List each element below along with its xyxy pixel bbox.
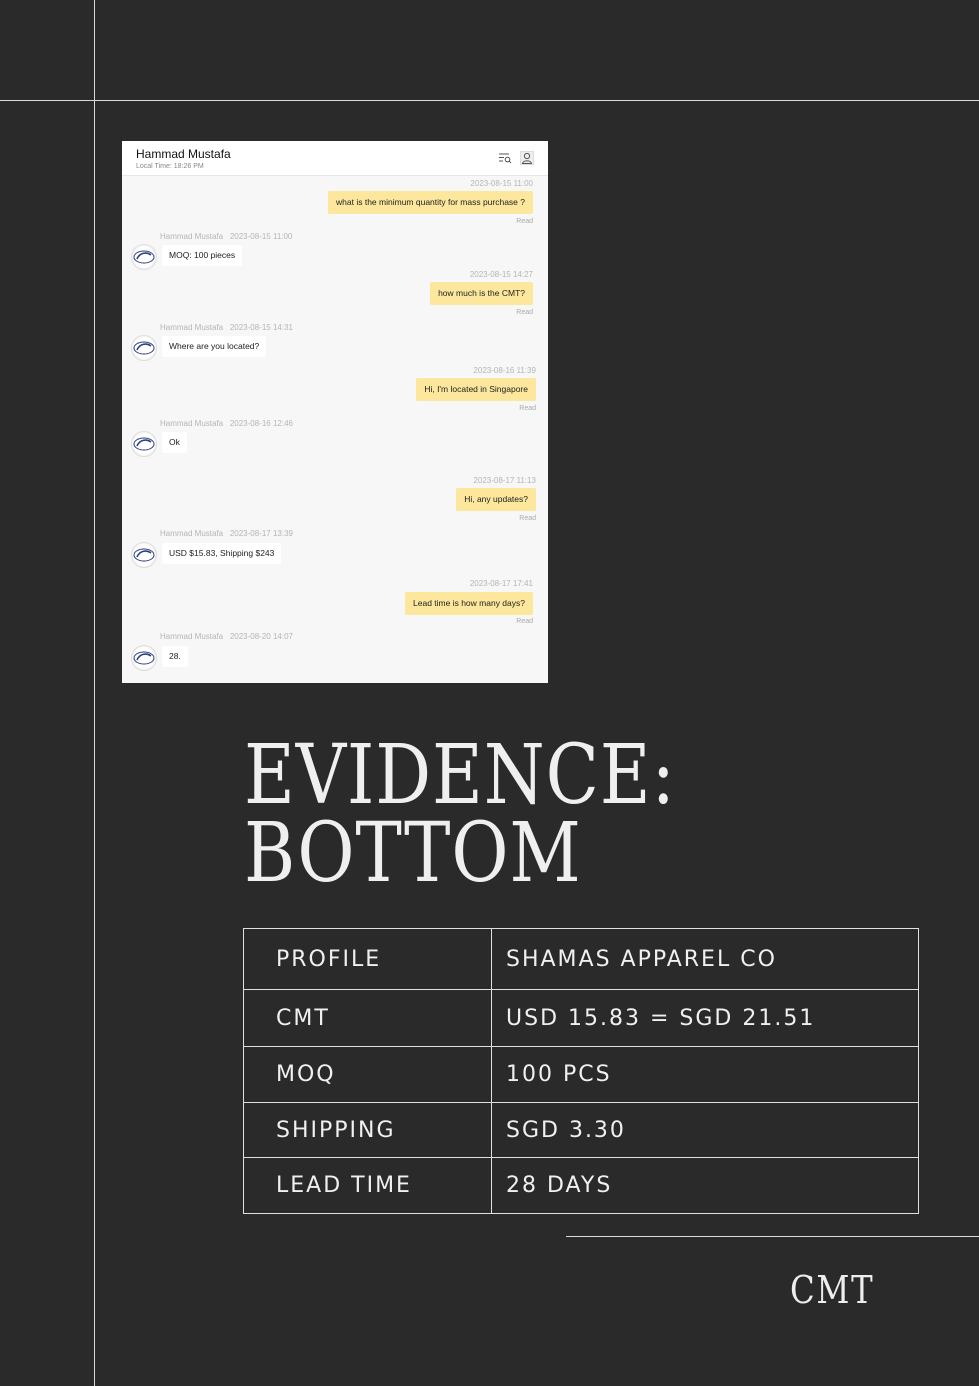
shamas-logo-icon — [132, 432, 156, 456]
message-time: 2023-08-16 12:46 — [229, 419, 293, 428]
read-status: Read — [516, 309, 533, 316]
avatar — [131, 335, 157, 361]
read-status: Read — [519, 515, 536, 522]
row-value: USD 15.83 = SGD 21.51 — [492, 990, 919, 1047]
row-key: SHIPPING — [244, 1103, 492, 1158]
message-meta — [160, 529, 293, 538]
user-icon[interactable] — [520, 151, 534, 165]
read-status: Read — [516, 218, 533, 225]
message-meta — [160, 232, 292, 241]
message-time: 2023-08-17 13:39 — [229, 529, 293, 538]
row-value: 100 PCS — [492, 1047, 919, 1103]
row-key: PROFILE — [244, 929, 492, 990]
bottom-rule — [566, 1236, 979, 1237]
sender-name: Hammad Mustafa — [160, 419, 224, 428]
top-rule — [0, 100, 979, 101]
message-time: 2023-08-16 11:39 — [473, 366, 536, 375]
outgoing-message: Hi, I'm located in Singapore — [416, 378, 536, 401]
sender-name: Hammad Mustafa — [160, 632, 224, 641]
table-row — [244, 929, 919, 990]
message-time: 2023-08-15 11:00 — [470, 179, 533, 188]
incoming-message: 28. — [162, 646, 188, 667]
chat-header — [122, 141, 548, 176]
incoming-message: MOQ: 100 pieces — [162, 245, 242, 266]
message-time: 2023-08-15 11:00 — [229, 232, 293, 241]
sender-name: Hammad Mustafa — [160, 323, 224, 332]
sender-name: Hammad Mustafa — [160, 529, 224, 538]
shamas-logo-icon — [132, 543, 156, 567]
read-status: Read — [519, 405, 536, 412]
outgoing-message: how much is the CMT? — [430, 282, 533, 305]
page-title-line2: BOTTOM — [244, 806, 582, 901]
outgoing-message: Hi, any updates? — [456, 488, 536, 511]
avatar — [131, 431, 157, 457]
row-key: LEAD TIME — [244, 1158, 492, 1214]
message-meta — [160, 419, 293, 428]
shamas-logo-icon — [132, 336, 156, 360]
message-meta — [160, 632, 293, 641]
avatar — [131, 244, 157, 270]
message-time: 2023-08-15 14:31 — [229, 323, 293, 332]
outgoing-message: Lead time is how many days? — [405, 592, 533, 615]
message-time: 2023-08-20 14:07 — [229, 632, 293, 641]
message-time: 2023-08-15 14:27 — [469, 270, 533, 279]
message-meta — [160, 323, 293, 332]
message-time: 2023-08-17 17:41 — [469, 579, 533, 588]
page-title-line1: EVIDENCE: — [244, 728, 676, 823]
summary-table — [243, 928, 919, 1214]
row-key: MOQ — [244, 1047, 492, 1103]
row-value: SHAMAS APPAREL CO — [492, 929, 919, 990]
message-time: 2023-08-17 11:13 — [473, 476, 536, 485]
avatar — [131, 645, 157, 671]
incoming-message: Where are you located? — [162, 336, 266, 357]
row-key: CMT — [244, 990, 492, 1047]
chat-screenshot — [122, 141, 548, 683]
outgoing-message: what is the minimum quantity for mass purchase ? — [328, 191, 533, 214]
sender-name: Hammad Mustafa — [160, 232, 224, 241]
table-row — [244, 990, 919, 1047]
brand-logo: CMT — [790, 1268, 875, 1312]
avatar — [131, 542, 157, 568]
vertical-rule — [94, 0, 95, 1386]
read-status: Read — [516, 618, 533, 625]
incoming-message: Ok — [162, 432, 187, 453]
row-value: SGD 3.30 — [492, 1103, 919, 1158]
shamas-logo-icon — [132, 646, 156, 670]
table-row — [244, 1103, 919, 1158]
local-time: Local Time: 18:26 PM — [136, 163, 204, 170]
table-row — [244, 1158, 919, 1214]
row-value: 28 DAYS — [492, 1158, 919, 1214]
shamas-logo-icon — [132, 245, 156, 269]
incoming-message: USD $15.83, Shipping $243 — [162, 543, 281, 564]
contact-name: Hammad Mustafa — [136, 147, 231, 161]
search-list-icon[interactable] — [498, 151, 512, 165]
table-row — [244, 1047, 919, 1103]
